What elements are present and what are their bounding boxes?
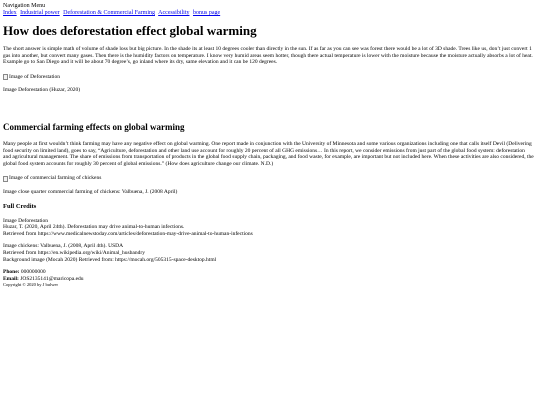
- broken-image-icon: [3, 74, 8, 80]
- credit-line: Retrieved from https://en.wikipedia.org/wiki/Animal_husbandry: [3, 249, 145, 256]
- nav-menu: [3, 10, 534, 17]
- credits-block-deforestation: [3, 218, 534, 238]
- section-heading-commercial-farming: Commercial farming effects on global warming: [3, 121, 185, 132]
- credits-block-chickens: [3, 243, 534, 263]
- email-value: JOS2135141@maricopa.edu: [20, 275, 84, 282]
- credit-line: Retrieved from https://www.medicalnewstoday.com/articles/deforestation-may-drive-animal-to-human-infections: [3, 230, 253, 237]
- page-title: How does deforestation effect global warming: [3, 23, 257, 38]
- credit-line: Image chickens: Valbuena, J. (2008, April 4th). USDA: [3, 243, 124, 250]
- broken-image-icon: [3, 176, 8, 182]
- copyright: Copyright © 2020 by J bulwer: [3, 282, 59, 288]
- chickens-caption: Image close quarter commercial farming of chickens: Valbuena, J. (2008 April): [3, 188, 178, 195]
- nav-link-bonus-page[interactable]: bonus page: [192, 10, 221, 16]
- phone-label: Phone:: [3, 269, 20, 276]
- credit-line: Huzar, T. (2020, April 24th). Deforestation may drive animal-to-human infections.: [3, 224, 185, 231]
- nav-link-index[interactable]: Index: [3, 10, 17, 16]
- phone-value: 000000000: [20, 269, 46, 276]
- deforestation-image: [3, 74, 534, 81]
- intro-paragraph: The short answer is simple math of volume of shade loss but big picture. In the shade its at least 10 degrees cooler than directly in the sun. If as far as you can see was forest there would be a lot of 3D shade. Trees like us, don’t just convert 1 gas into another, but convert many gases. Then there is the humidity factors on temperature. I know very humid areas seem hotter, though there actual temperature is lower with the moisture because the moisture actually absorbs a lot of heat. Example go to San Diego and it will be about 70 degree’s, go inland where its dry, same elevation and it can be 120 degrees.: [3, 46, 533, 66]
- page: [3, 3, 534, 288]
- credit-line: Image Deforestation: [3, 217, 49, 224]
- credits-heading: Full Credits: [3, 202, 37, 210]
- nav-link-deforestation[interactable]: Deforestation & Commercial Farming: [63, 10, 155, 16]
- chickens-image-alt: Image of commercial farming of chickens: [9, 175, 102, 182]
- email-label: Email:: [3, 275, 19, 282]
- nav-caption: Navigation Menu: [3, 3, 46, 9]
- deforestation-caption: Image Deforestation (Huzar, 2020): [3, 87, 81, 94]
- deforestation-image-alt: Image of Deforestation: [9, 73, 61, 80]
- nav-link-accessibility[interactable]: Accessibility: [158, 10, 190, 16]
- contact-info: [3, 269, 534, 282]
- chickens-image: [3, 175, 534, 182]
- email-line: [3, 276, 534, 283]
- credit-line: Background image (Mocah 2020) Retrieved from: https://mocah.org/505315-space-desktop.html: [3, 256, 217, 263]
- nav-link-industrial-power[interactable]: Industrial power: [20, 10, 60, 16]
- farming-paragraph: Many people at first wouldn’t think farming may have any negative effect on global warming. One report made in conjunction with the University of Minnesota and some various organizations including one that calls itself Devil (Delivering food security on limited land), goes to say, “Agriculture, deforestation and other land use account for roughly 20 percent of all GHG emissions… In this report, we consider emissions from just part of the global food system: deforestation and agricultural management. The share of emissions from transportation of products in the global food supply chain, packaging, and food waste, for example, are important but not included here. When these activities are also considered, the global food system accounts for roughly 30 percent of global emissions.” (How does agriculture change our climate. N.D.): [3, 140, 534, 167]
- phone-line: [3, 269, 534, 276]
